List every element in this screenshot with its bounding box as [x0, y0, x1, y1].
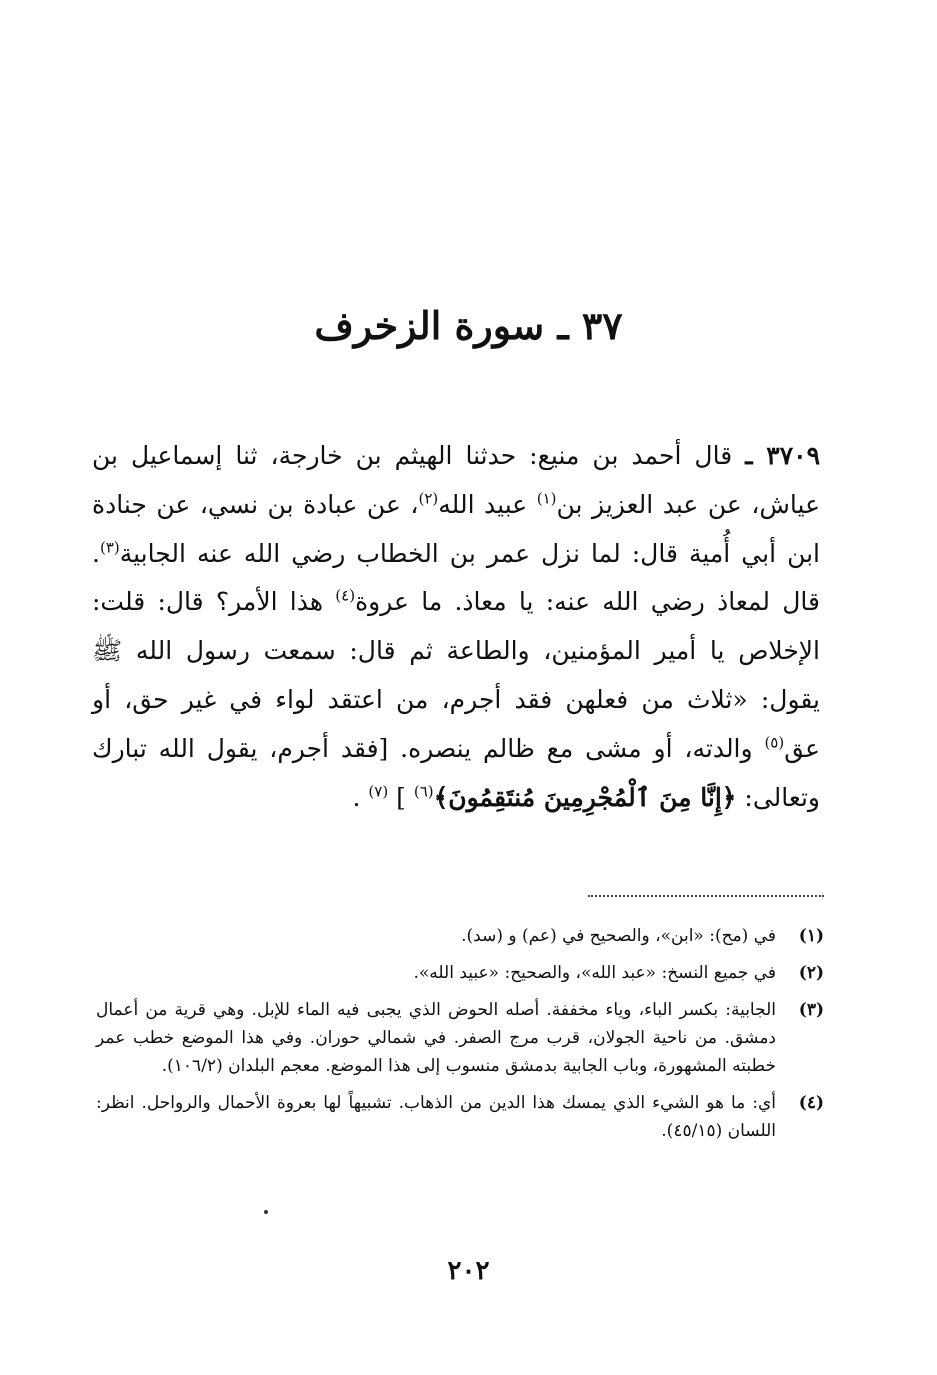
- page-number: ٢٠٢: [447, 1256, 490, 1286]
- hadith-segment-4: . قال لمعاذ رضي الله عنه: يا معاذ. ما عروة: [92, 538, 821, 617]
- footnote-ref-3[interactable]: (٣): [99, 538, 120, 557]
- footnote-text: في جميع النسخ: «عبد الله»، والصحيح: «عبيد الله».: [413, 963, 776, 983]
- hadith-segment-5: هذا الأمر؟ قال: قلت: الإخلاص يا أمير المؤمنين، والطاعة ثم قال: سمعت رسول الله ﷺ يقول: «ثلاث من فعلهن فقد أجرم، من اعتقد لواء في غير حق، أو عق: [92, 587, 820, 763]
- quran-verse: ﴿إِنَّا مِنَ ٱلْمُجْرِمِينَ مُنتَقِمُونَ﴾: [433, 782, 737, 812]
- footnotes: [96, 922, 824, 1154]
- hadith-segment-6: والدته، أو مشى مع ظالم ينصره. [فقد أجرم، يقول الله تبارك وتعالى:: [92, 733, 820, 812]
- footnote-ref-5[interactable]: (٥): [764, 733, 785, 752]
- footnote-separator: [588, 895, 824, 897]
- footnote-1: [96, 922, 824, 950]
- footnote-ref-4[interactable]: (٤): [335, 587, 356, 606]
- footnote-text: في (مح): «ابن»، والصحيح في (عم) و (سد).: [461, 926, 776, 946]
- footnote-ref-6[interactable]: (٦): [413, 782, 434, 801]
- stray-dot-mark: [264, 1210, 268, 1214]
- hadith-text: [92, 432, 820, 822]
- footnote-text: أي: ما هو الشيء الذي يمسك هذا الدين من الذهاب. تشبيهاً لها بعروة الأحمال والرواحل. انظر: اللسان (٤٥/١٥).: [96, 1093, 776, 1141]
- footnote-text: الجابية: بكسر الباء، وياء مخففة. أصله الحوض الذي يجبى فيه الماء للإبل. وهي قرية من أعمال دمشق. من ناحية الجولان، قرب مرج الصفر. في شمالي حوران. وفي هذا الموضع خطب عمر خطبته المشهورة، وباب الجابية بدمشق منسوب إلى هذا الموضع. معجم البلدان (١٠٦/٢).: [96, 1000, 776, 1076]
- footnote-ref-7[interactable]: (٧): [368, 782, 389, 801]
- chapter-title: ٣٧ ـ سورة الزخرف: [314, 303, 623, 348]
- footnote-ref-2[interactable]: (٢): [418, 489, 439, 508]
- footnote-number: (٣): [798, 1000, 824, 1020]
- footnote-number: (٢): [798, 963, 824, 983]
- hadith-segment-8: .: [352, 782, 361, 812]
- hadith-segment-1: قال أحمد بن منيع: حدثنا الهيثم بن خارجة، ثنا إسماعيل بن عياش، عن عبد العزيز بن: [92, 441, 820, 519]
- footnote-number: (٤): [798, 1093, 824, 1113]
- footnote-number: (١): [798, 926, 824, 946]
- footnote-ref-1[interactable]: (١): [536, 489, 557, 508]
- hadith-number: ٣٧٠٩ ـ: [745, 441, 821, 470]
- footnote-4: [96, 1089, 824, 1145]
- hadith-segment-7: ]: [396, 782, 406, 812]
- hadith-segment-2: عبيد الله: [438, 489, 528, 519]
- footnote-2: [96, 959, 824, 987]
- footnote-3: [96, 996, 824, 1080]
- hadith-segment-3: ، عن عبادة بن نسي، عن جنادة ابن أبي أُمية قال: لما نزل عمر بن الخطاب رضي الله عنه الجابية: [92, 489, 820, 568]
